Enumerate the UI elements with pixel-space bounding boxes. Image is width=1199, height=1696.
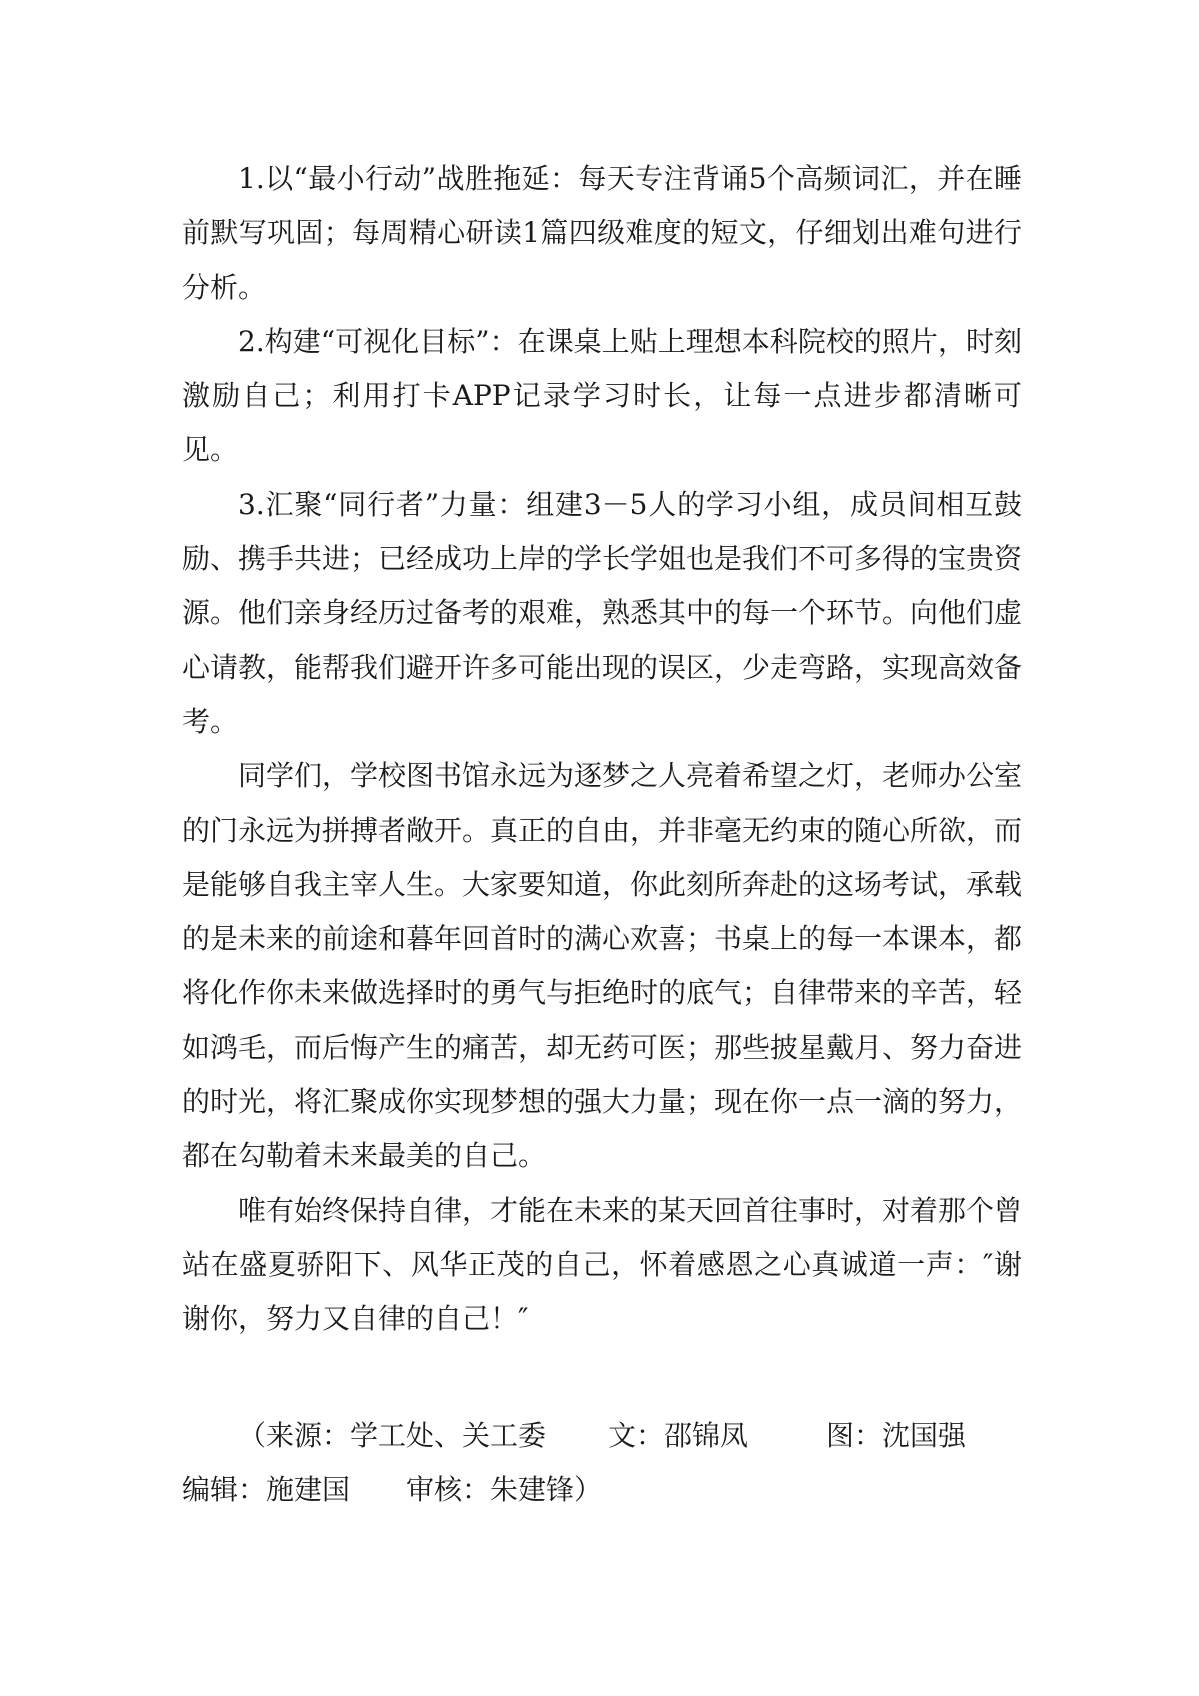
paragraph-encouragement: 同学们，学校图书馆永远为逐梦之人亮着希望之灯，老师办公室的门永远为拼搏者敞开。真正的自由，并非毫无约束的随心所欲，而是能够自我主宰人生。大家要知道，你此刻所奔赴的这场考试，承载的是未来的前途和暮年回首时的满心欢喜；书桌上的每一本课本，都将化作你未来做选择时的勇气与拒绝时的底气；自律带来的辛苦，轻如鸿毛，而后悔产生的痛苦，却无药可医；那些披星戴月、努力奋进的时光，将汇聚成你实现梦想的强大力量；现在你一点一滴的努力，都在勾勒着未来最美的自己。 [182, 759, 1023, 1173]
credits-line-1 [182, 1409, 1022, 1463]
paragraph-closing: 唯有始终保持自律，才能在未来的某天回首往事时，对着那个曾站在盛夏骄阳下、风华正茂的自己，怀着感恩之心真诚道一声：″谢谢你，努力又自律的自己！″ [182, 1193, 1023, 1336]
credit-editor: 编辑：施建国 [182, 1472, 351, 1506]
credit-photo: 图：沈国强 [826, 1418, 967, 1452]
paragraph-tip-1: 1.以“最小行动”战胜拖延：每天专注背诵5个高频词汇，并在睡前默写巩固；每周精心研读1篇四级难度的短文，仔细划出难句进行分析。 [182, 162, 1022, 304]
credit-reviewer: 审核：朱建锋） [406, 1472, 603, 1506]
article-body [182, 152, 1022, 1517]
credit-source: （来源：学工处、关工委 [238, 1418, 547, 1452]
section-gap [182, 1347, 1022, 1409]
credit-writer: 文：邵锦凤 [608, 1418, 749, 1452]
credits-line-2 [182, 1463, 1022, 1517]
paragraph-tip-3: 3.汇聚“同行者”力量：组建3－5人的学习小组，成员间相互鼓励、携手共进；已经成功上岸的学长学姐也是我们不可多得的宝贵资源。他们亲身经历过备考的艰难，熟悉其中的每一个环节。向他们虚心请教，能帮我们避开许多可能出现的误区，少走弯路，实现高效备考。 [182, 487, 1023, 738]
credits-block [182, 1409, 1022, 1518]
paragraph-tip-2: 2.构建“可视化目标”：在课桌上贴上理想本科院校的照片，时刻激励自己；利用打卡APP记录学习时长，让每一点进步都清晰可见。 [182, 324, 1022, 467]
